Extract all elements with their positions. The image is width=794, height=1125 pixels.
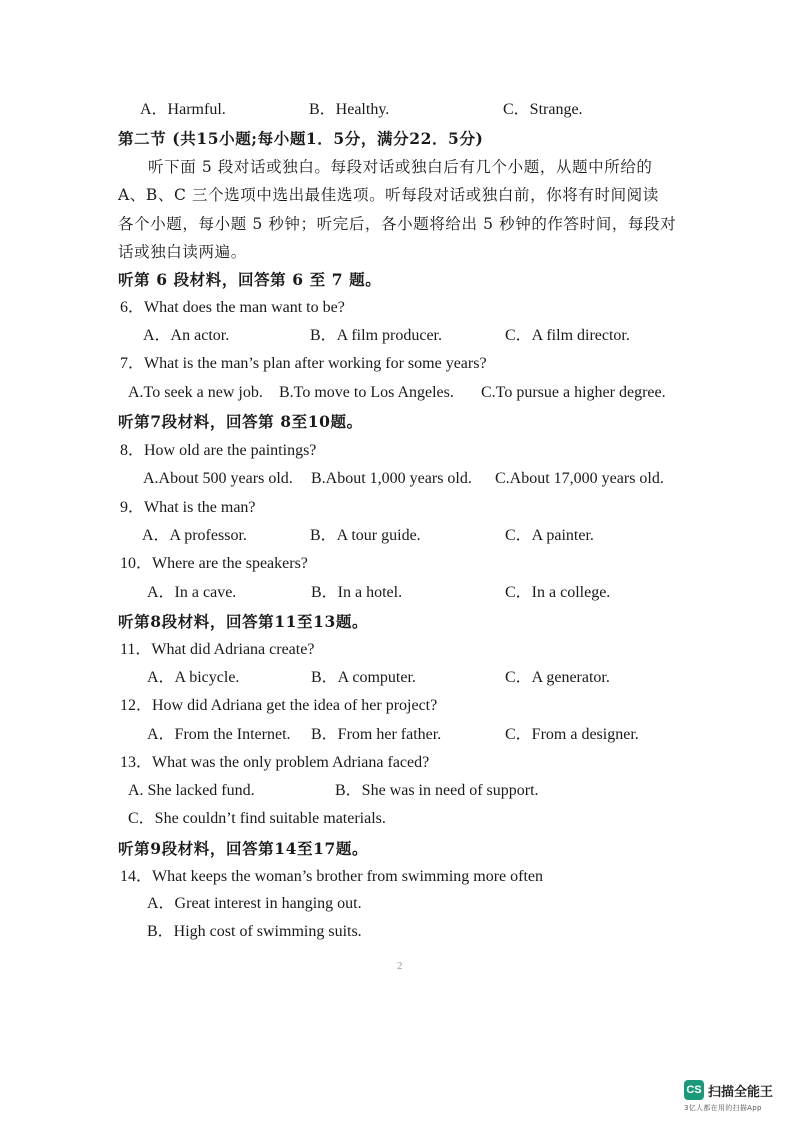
q6-stem: 6．What does the man want to be? [120, 299, 345, 316]
q9-stem: 9．What is the man? [120, 499, 256, 516]
q13-option-c: C．She couldn’t find suitable materials. [128, 810, 386, 827]
q7-option-b: B.To move to Los Angeles. [279, 384, 454, 401]
material9-heading: 听第9段材料，回答第14至17题。 [118, 839, 369, 858]
q6-option-b: B．A film producer. [310, 327, 442, 344]
q6-option-c: C．A film director. [505, 327, 630, 344]
page-number: 2 [397, 960, 403, 972]
q10-option-c: C．In a college. [505, 584, 611, 601]
q5-option-a: A．Harmful. [140, 101, 226, 118]
q11-option-a: A．A bicycle. [147, 669, 240, 686]
camscanner-tagline: 3亿人都在用的扫描App [684, 1104, 762, 1112]
q14-option-b: B．High cost of swimming suits. [147, 923, 362, 940]
instructions-line-3: 各个小题，每小题 5 秒钟；听完后，各小题将给出 5 秒钟的作答时间，每段对 [118, 215, 677, 233]
q7-stem: 7．What is the man’s plan after working for some years? [120, 355, 487, 372]
q13-option-a: A. She lacked fund. [128, 782, 255, 799]
instructions-line-1: 听下面 5 段对话或独白。每段对话或独白后有几个小题，从题中所给的 [148, 158, 653, 176]
instructions-line-4: 话或独白读两遍。 [118, 243, 247, 261]
q12-option-a: A．From the Internet. [147, 726, 291, 743]
q9-option-a: A．A professor. [142, 527, 247, 544]
q8-option-a: A.About 500 years old. [143, 470, 293, 487]
q10-option-b: B．In a hotel. [311, 584, 403, 601]
q6-option-a: A．An actor. [143, 327, 230, 344]
q7-option-a: A.To seek a new job. [128, 384, 263, 401]
instructions-line-2: A、B、C 三个选项中选出最佳选项。听每段对话或独白前，你将有时间阅读 [118, 186, 659, 204]
section2-heading: 第二节 (共15小题;每小题1．5分，满分22．5分) [118, 129, 484, 148]
q5-option-c: C．Strange. [503, 101, 583, 118]
material7-heading: 听第7段材料，回答第 8至10题。 [118, 412, 363, 431]
camscanner-watermark [684, 1080, 794, 1116]
q11-option-b: B．A computer. [311, 669, 416, 686]
q11-stem: 11．What did Adriana create? [120, 641, 315, 658]
q7-option-c: C.To pursue a higher degree. [481, 384, 666, 401]
q13-option-b: B．She was in need of support. [335, 782, 539, 799]
q10-stem: 10．Where are the speakers? [120, 555, 308, 572]
q14-option-a: A．Great interest in hanging out. [147, 895, 362, 912]
q9-option-c: C．A painter. [505, 527, 594, 544]
q10-option-a: A．In a cave. [147, 584, 237, 601]
q8-option-c: C.About 17,000 years old. [495, 470, 664, 487]
material8-heading: 听第8段材料，回答第11至13题。 [118, 612, 369, 631]
q11-option-c: C．A generator. [505, 669, 610, 686]
q8-stem: 8．How old are the paintings? [120, 442, 317, 459]
q12-option-b: B．From her father. [311, 726, 442, 743]
q14-stem: 14．What keeps the woman’s brother from swimming more often [120, 868, 544, 885]
camscanner-logo-icon: CS [684, 1080, 704, 1100]
q12-stem: 12．How did Adriana get the idea of her project? [120, 697, 438, 714]
camscanner-name: 扫描全能王 [708, 1085, 774, 1100]
q5-option-b: B．Healthy. [309, 101, 390, 118]
q12-option-c: C．From a designer. [505, 726, 639, 743]
material6-heading: 听第 6 段材料，回答第 6 至 7 题。 [118, 270, 382, 289]
q8-option-b: B.About 1,000 years old. [311, 470, 472, 487]
q13-stem: 13．What was the only problem Adriana faced? [120, 754, 430, 771]
q9-option-b: B．A tour guide. [310, 527, 421, 544]
